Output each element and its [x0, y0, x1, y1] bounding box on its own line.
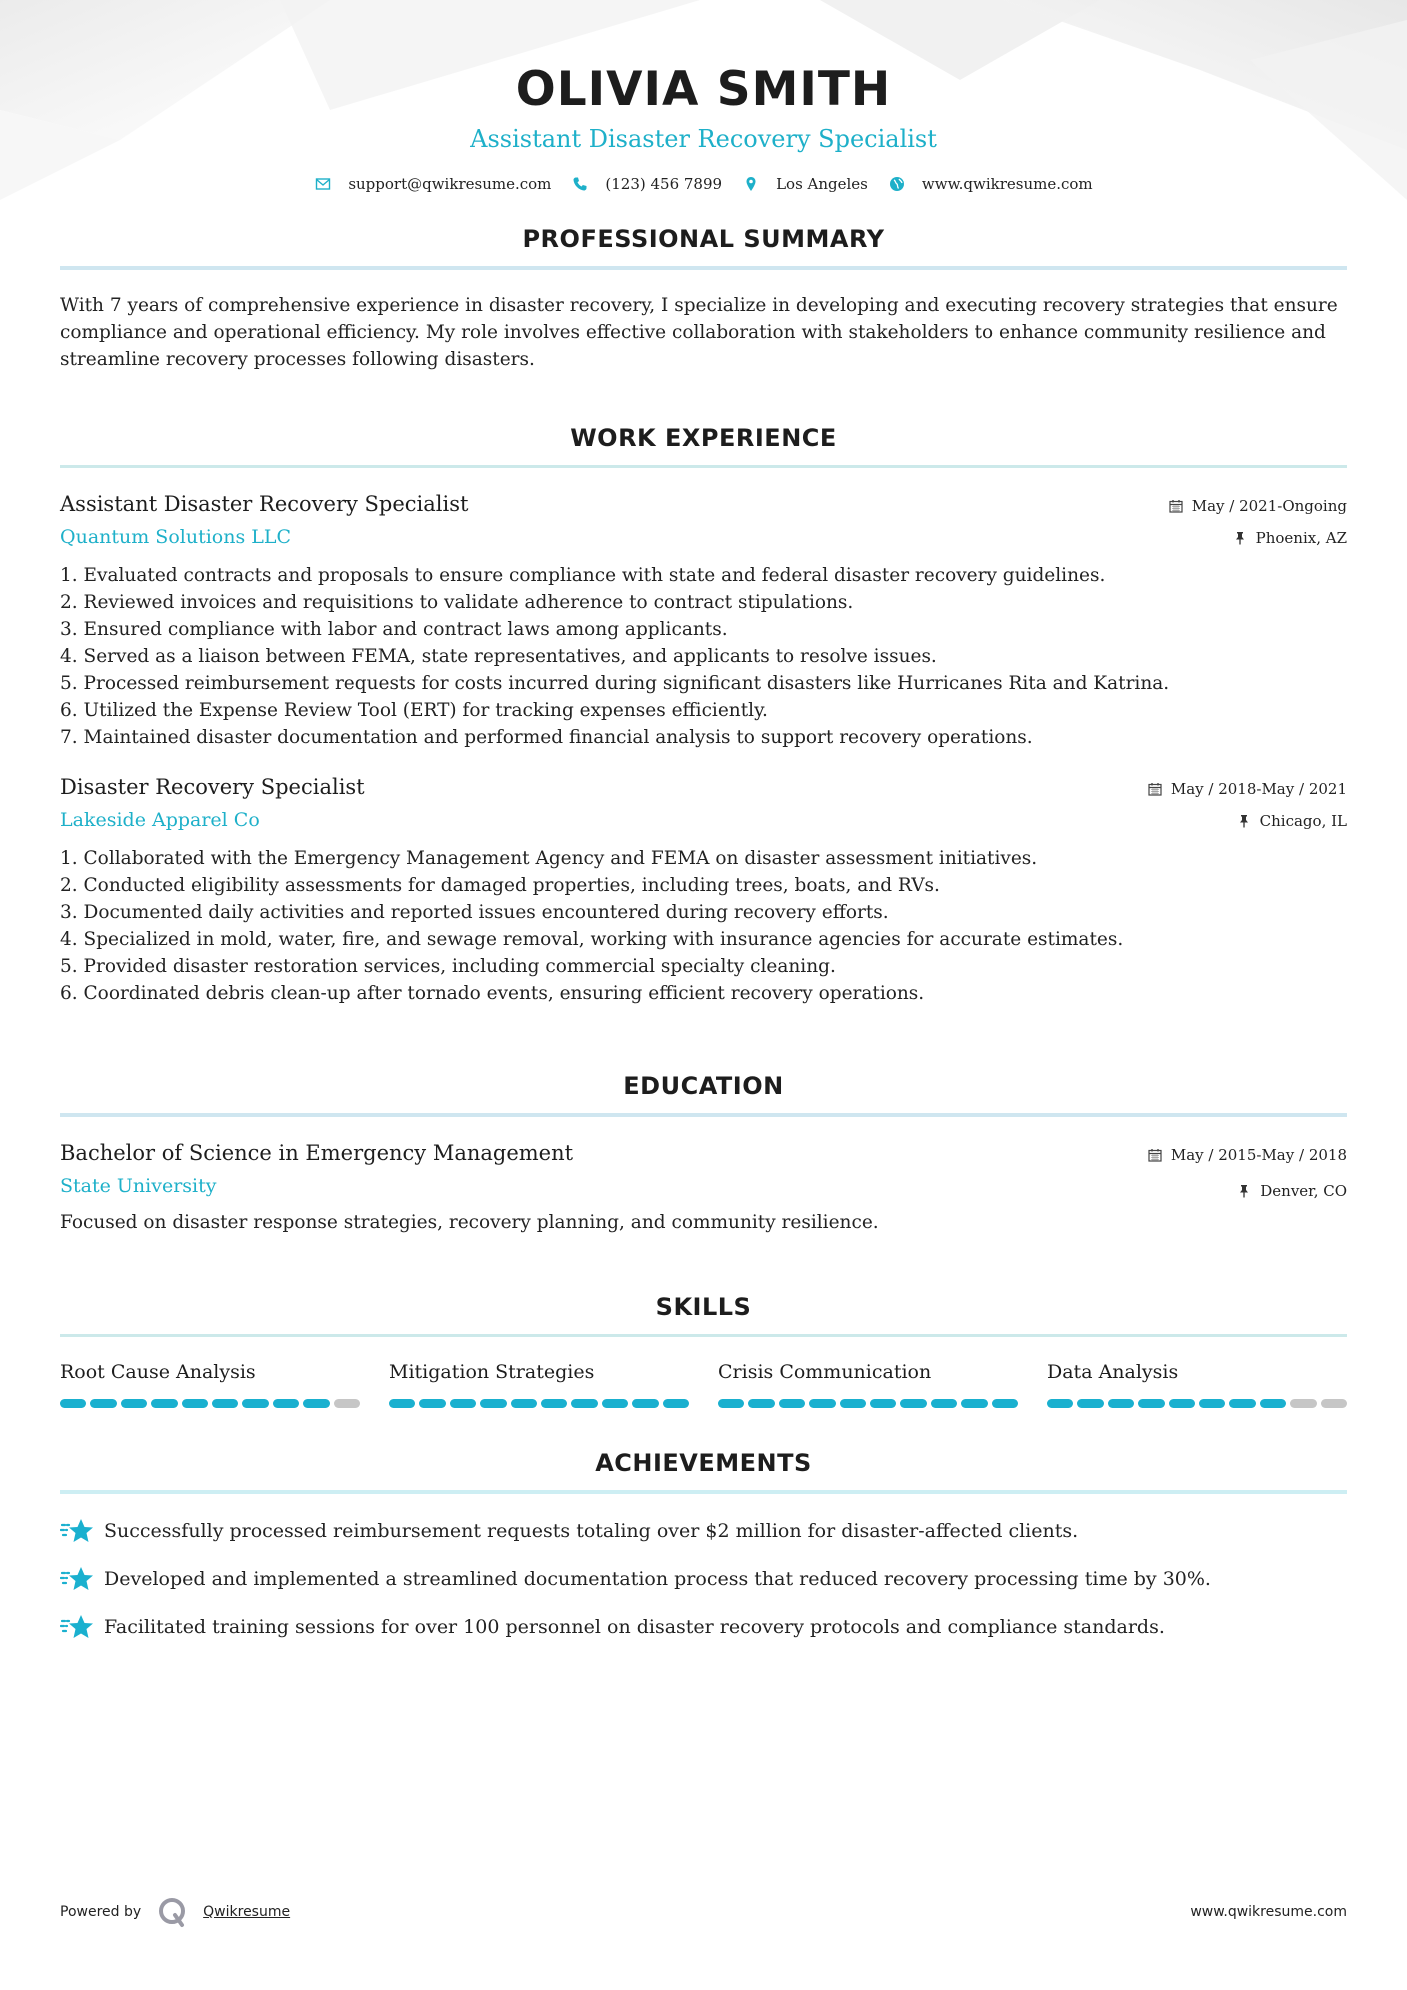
- skill-rating-segment: [1047, 1399, 1073, 1408]
- job-bullet-list: [60, 562, 1347, 751]
- contact-bar: [60, 174, 1347, 194]
- pushpin-icon: [1233, 531, 1247, 545]
- skill-rating-segment: [900, 1399, 926, 1408]
- powered-by-label: Powered by: [60, 1904, 142, 1920]
- skill-rating-bar: [718, 1399, 1018, 1408]
- contact-location-text: Los Angeles: [776, 175, 868, 193]
- skill-rating-segment: [748, 1399, 774, 1408]
- achievement-item: [60, 1612, 1347, 1642]
- job-bullet: 2. Conducted eligibility assessments for damaged properties, including trees, boats, and RVs.: [60, 875, 940, 896]
- skills-section: [60, 1292, 1347, 1408]
- skill-rating-segment: [632, 1399, 658, 1408]
- education-entry: [60, 1139, 1347, 1236]
- skill-rating-segment: [389, 1399, 415, 1408]
- summary-section: [60, 224, 1347, 373]
- skill-rating-segment: [60, 1399, 86, 1408]
- achievement-item: [60, 1564, 1347, 1594]
- skill-rating-segment: [242, 1399, 268, 1408]
- job-title: Assistant Disaster Recovery Specialist: [60, 492, 469, 516]
- job-bullet: 1. Evaluated contracts and proposals to ensure compliance with state and federal disaster recovery guidelines.: [60, 565, 1106, 586]
- skill-rating-segment: [480, 1399, 506, 1408]
- skill-rating-segment: [1321, 1399, 1347, 1408]
- skill-item: [389, 1359, 689, 1408]
- skill-rating-segment: [870, 1399, 896, 1408]
- skill-item: [1047, 1359, 1347, 1408]
- skill-rating-segment: [718, 1399, 744, 1408]
- globe-icon: [888, 175, 906, 193]
- school-name: State University: [60, 1175, 217, 1197]
- qwikresume-logo-icon: [157, 1896, 189, 1928]
- contact-website-text: www.qwikresume.com: [921, 175, 1093, 193]
- envelope-icon: [314, 175, 332, 193]
- shooting-star-icon: [60, 1564, 94, 1594]
- skill-rating-segment: [1108, 1399, 1134, 1408]
- job-bullet: 5. Processed reimbursement requests for costs incurred during significant disasters like Hurricanes Rita and Katrina.: [60, 673, 1170, 694]
- skill-rating-segment: [1077, 1399, 1103, 1408]
- achievements-heading: ACHIEVEMENTS: [595, 1449, 812, 1477]
- skill-rating-bar: [60, 1399, 360, 1408]
- skill-rating-segment: [182, 1399, 208, 1408]
- skill-rating-segment: [450, 1399, 476, 1408]
- education-description: Focused on disaster response strategies, recovery planning, and community resilience.: [60, 1212, 879, 1233]
- section-divider: [60, 465, 1347, 468]
- skill-rating-segment: [541, 1399, 567, 1408]
- achievement-item: [60, 1516, 1347, 1546]
- achievement-text: Successfully processed reimbursement requests totaling over $2 million for disaster-affected clients.: [104, 1520, 1079, 1542]
- shooting-star-icon: [60, 1612, 94, 1642]
- job-bullet: 3. Ensured compliance with labor and contract laws among applicants.: [60, 619, 728, 640]
- education-heading: EDUCATION: [623, 1072, 784, 1100]
- skill-rating-segment: [1290, 1399, 1316, 1408]
- shooting-star-icon: [60, 1516, 94, 1546]
- pushpin-icon: [1237, 1184, 1251, 1198]
- achievements-list: [60, 1516, 1347, 1642]
- calendar-icon: [1148, 782, 1162, 796]
- resume-header: [60, 0, 1347, 194]
- skill-rating-segment: [809, 1399, 835, 1408]
- skill-name: Crisis Communication: [718, 1361, 932, 1383]
- skill-rating-segment: [511, 1399, 537, 1408]
- candidate-title: Assistant Disaster Recovery Specialist: [470, 125, 937, 153]
- job-bullet: 6. Coordinated debris clean-up after tornado events, ensuring efficient recovery operations.: [60, 983, 925, 1004]
- skill-name: Data Analysis: [1047, 1361, 1179, 1383]
- skills-grid: [60, 1359, 1347, 1408]
- experience-heading: WORK EXPERIENCE: [570, 424, 837, 452]
- calendar-icon: [1148, 1148, 1162, 1162]
- footer: [60, 1896, 1347, 1928]
- job-entry: [60, 773, 1347, 1007]
- calendar-icon: [1169, 499, 1183, 513]
- skill-rating-segment: [931, 1399, 957, 1408]
- skill-rating-segment: [303, 1399, 329, 1408]
- education-date: May / 2015-May / 2018: [1170, 1146, 1347, 1164]
- skill-rating-segment: [1199, 1399, 1225, 1408]
- skill-rating-segment: [151, 1399, 177, 1408]
- section-divider: [60, 1490, 1347, 1494]
- skill-rating-segment: [1138, 1399, 1164, 1408]
- section-divider: [60, 1113, 1347, 1117]
- job-title: Disaster Recovery Specialist: [60, 775, 365, 799]
- education-section: [60, 1071, 1347, 1236]
- skill-rating-segment: [1169, 1399, 1195, 1408]
- map-pin-icon: [742, 175, 760, 193]
- contact-email[interactable]: [314, 174, 551, 194]
- skill-rating-segment: [121, 1399, 147, 1408]
- summary-heading: PROFESSIONAL SUMMARY: [522, 225, 885, 253]
- section-divider: [60, 266, 1347, 270]
- achievement-text: Developed and implemented a streamlined documentation process that reduced recovery processing time by 30%.: [104, 1568, 1211, 1590]
- job-bullet: 6. Utilized the Expense Review Tool (ERT) for tracking expenses efficiently.: [60, 700, 768, 721]
- skill-rating-segment: [602, 1399, 628, 1408]
- job-bullet: 5. Provided disaster restoration services, including commercial specialty cleaning.: [60, 956, 836, 977]
- skill-rating-segment: [992, 1399, 1018, 1408]
- job-bullet-list: [60, 845, 1347, 1007]
- job-bullet: 7. Maintained disaster documentation and performed financial analysis to support recovery operations.: [60, 727, 1033, 748]
- skill-rating-bar: [389, 1399, 689, 1408]
- skill-rating-segment: [273, 1399, 299, 1408]
- job-date: May / 2018-May / 2021: [1170, 780, 1347, 798]
- skill-rating-segment: [779, 1399, 805, 1408]
- degree-title: Bachelor of Science in Emergency Management: [60, 1141, 574, 1165]
- skill-rating-bar: [1047, 1399, 1347, 1408]
- job-entry: [60, 490, 1347, 751]
- skill-rating-segment: [334, 1399, 360, 1408]
- job-bullet: 3. Documented daily activities and reported issues encountered during recovery efforts.: [60, 902, 889, 923]
- pushpin-icon: [1237, 814, 1251, 828]
- job-bullet: 4. Specialized in mold, water, fire, and sewage removal, working with insurance agencies for accurate estimates.: [60, 929, 1124, 950]
- skill-rating-segment: [663, 1399, 689, 1408]
- job-bullet: 1. Collaborated with the Emergency Management Agency and FEMA on disaster assessment initiatives.: [60, 848, 1038, 869]
- achievement-text: Facilitated training sessions for over 100 personnel on disaster recovery protocols and compliance standards.: [104, 1616, 1165, 1638]
- skill-name: Mitigation Strategies: [389, 1361, 595, 1383]
- phone-icon: [571, 175, 589, 193]
- experience-section: [60, 423, 1347, 1007]
- company-name: Quantum Solutions LLC: [60, 526, 292, 548]
- achievements-section: [60, 1448, 1347, 1642]
- skill-rating-segment: [1260, 1399, 1286, 1408]
- summary-text: With 7 years of comprehensive experience in disaster recovery, I specialize in developing and executing recovery strategies that ensure compliance and operational efficiency. My role involves effective collaboration with stakeholders to enhance community resilience and streamline recovery processes following disasters.: [60, 295, 1338, 370]
- skill-rating-segment: [212, 1399, 238, 1408]
- job-bullet: 4. Served as a liaison between FEMA, state representatives, and applicants to resolve issues.: [60, 646, 937, 667]
- skill-rating-segment: [90, 1399, 116, 1408]
- candidate-name: OLIVIA SMITH: [515, 62, 892, 117]
- skill-rating-segment: [961, 1399, 987, 1408]
- contact-phone-text: (123) 456 7899: [605, 175, 723, 193]
- qwikresume-link[interactable]: Qwikresume: [203, 1904, 291, 1920]
- skill-rating-segment: [840, 1399, 866, 1408]
- contact-phone[interactable]: [571, 174, 722, 194]
- skill-item: [718, 1359, 1018, 1408]
- job-location: Chicago, IL: [1259, 812, 1347, 830]
- footer-url[interactable]: www.qwikresume.com: [1190, 1904, 1347, 1920]
- skill-rating-segment: [1229, 1399, 1255, 1408]
- education-location: Denver, CO: [1260, 1182, 1347, 1200]
- job-date: May / 2021-Ongoing: [1191, 497, 1347, 515]
- skill-rating-segment: [571, 1399, 597, 1408]
- job-location: Phoenix, AZ: [1255, 529, 1347, 547]
- contact-location: [742, 174, 868, 194]
- contact-email-text: support@qwikresume.com: [348, 175, 552, 193]
- company-name: Lakeside Apparel Co: [60, 809, 260, 831]
- job-bullet: 2. Reviewed invoices and requisitions to validate adherence to contract stipulations.: [60, 592, 854, 613]
- section-divider: [60, 1334, 1347, 1337]
- skill-rating-segment: [419, 1399, 445, 1408]
- contact-website[interactable]: [888, 174, 1093, 194]
- skill-item: [60, 1359, 360, 1408]
- skills-heading: SKILLS: [655, 1293, 752, 1321]
- skill-name: Root Cause Analysis: [60, 1361, 256, 1383]
